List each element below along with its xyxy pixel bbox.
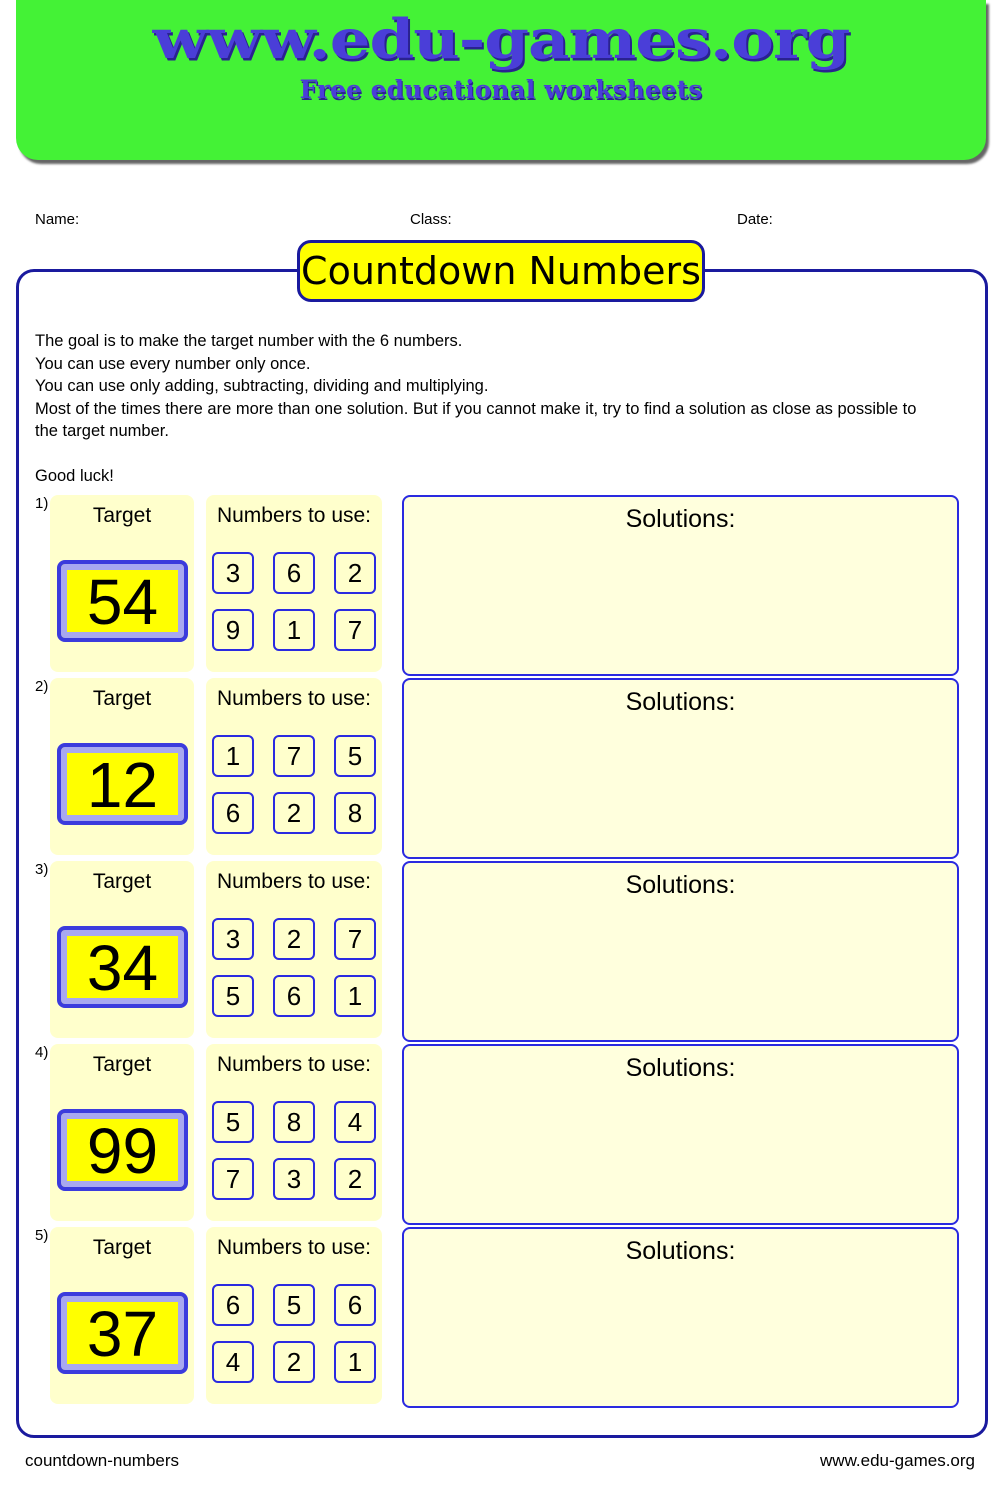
solutions-box[interactable]: [402, 861, 959, 1042]
instructions: [35, 330, 935, 488]
number-tile: 6: [273, 552, 315, 594]
puzzle-row: [0, 1044, 1000, 1224]
instruction-line: You can use every number only once.: [35, 354, 311, 373]
target-panel: [50, 1227, 194, 1404]
target-label: Target: [92, 504, 152, 527]
numbers-label: Numbers to use:: [216, 687, 372, 710]
number-tile: 2: [273, 792, 315, 834]
number-tile: 6: [273, 975, 315, 1017]
number-tile: 5: [334, 735, 376, 777]
number-tile: 5: [212, 975, 254, 1017]
target-panel: [50, 495, 194, 672]
number-tile: 4: [212, 1341, 254, 1383]
solutions-label: Solutions:: [625, 505, 736, 533]
target-panel: [50, 861, 194, 1038]
number-tile: 6: [334, 1284, 376, 1326]
number-tile: 2: [273, 1341, 315, 1383]
numbers-label: Numbers to use:: [216, 1053, 372, 1076]
solutions-label: Solutions:: [625, 871, 736, 899]
number-tile: 1: [334, 1341, 376, 1383]
number-tile: 3: [273, 1158, 315, 1200]
numbers-label: Numbers to use:: [216, 870, 372, 893]
solutions-box[interactable]: [402, 678, 959, 859]
number-tile: 8: [273, 1101, 315, 1143]
number-tile: 1: [334, 975, 376, 1017]
puzzle-row: [0, 1227, 1000, 1407]
header-banner: [16, 0, 986, 160]
target-number: 34: [57, 926, 188, 1008]
numbers-panel: [206, 678, 382, 855]
footer-right: www.edu-games.org: [820, 1451, 975, 1470]
number-tile: 2: [273, 918, 315, 960]
instruction-line: Most of the times there are more than one solution. But if you cannot make it, try to find a solution as close as possible to the target number.: [35, 399, 917, 440]
number-tile: 1: [212, 735, 254, 777]
number-tile: 7: [273, 735, 315, 777]
puzzle-index: 2): [35, 678, 49, 695]
number-tile: 6: [212, 792, 254, 834]
numbers-panel: [206, 1044, 382, 1221]
number-tile: 4: [334, 1101, 376, 1143]
number-tile: 3: [212, 552, 254, 594]
numbers-panel: [206, 861, 382, 1038]
puzzle-index: 3): [35, 861, 49, 878]
number-tile: 9: [212, 609, 254, 651]
number-tile: 7: [334, 918, 376, 960]
solutions-label: Solutions:: [625, 688, 736, 716]
target-number: 54: [57, 560, 188, 642]
solutions-box[interactable]: [402, 1227, 959, 1408]
date-label: Date:: [737, 211, 773, 228]
instruction-line: You can use only adding, subtracting, dividing and multiplying.: [35, 377, 489, 395]
number-tile: 7: [212, 1158, 254, 1200]
puzzle-index: 5): [35, 1227, 49, 1244]
puzzle-row: [0, 495, 1000, 675]
class-label: Class:: [410, 211, 452, 228]
solutions-box[interactable]: [402, 495, 959, 676]
target-panel: [50, 1044, 194, 1221]
number-tile: 5: [273, 1284, 315, 1326]
target-label: Target: [92, 687, 152, 710]
site-logo: www.edu-games.org: [152, 7, 850, 72]
number-tile: 2: [334, 552, 376, 594]
solutions-label: Solutions:: [625, 1237, 736, 1265]
solutions-box[interactable]: [402, 1044, 959, 1225]
puzzle-row: [0, 861, 1000, 1041]
number-tile: 2: [334, 1158, 376, 1200]
footer-left: countdown-numbers: [25, 1451, 180, 1470]
number-tile: 5: [212, 1101, 254, 1143]
target-label: Target: [92, 1053, 152, 1076]
number-tile: 8: [334, 792, 376, 834]
good-luck: Good luck!: [35, 467, 114, 485]
target-label: Target: [92, 1236, 152, 1259]
number-tile: 6: [212, 1284, 254, 1326]
numbers-panel: [206, 495, 382, 672]
puzzle-row: [0, 678, 1000, 858]
name-label: Name:: [35, 211, 80, 228]
number-tile: 1: [273, 609, 315, 651]
instruction-line: The goal is to make the target number with the 6 numbers.: [35, 332, 463, 350]
number-tile: 3: [212, 918, 254, 960]
target-label: Target: [92, 870, 152, 893]
number-tile: 7: [334, 609, 376, 651]
page-title: Countdown Numbers: [297, 240, 705, 302]
numbers-panel: [206, 1227, 382, 1404]
numbers-label: Numbers to use:: [216, 504, 372, 527]
site-subtitle: Free educational worksheets: [299, 75, 703, 104]
puzzle-index: 1): [35, 495, 49, 512]
puzzle-index: 4): [35, 1044, 49, 1061]
target-number: 37: [57, 1292, 188, 1374]
target-panel: [50, 678, 194, 855]
solutions-label: Solutions:: [625, 1054, 736, 1082]
target-number: 12: [57, 743, 188, 825]
target-number: 99: [57, 1109, 188, 1191]
numbers-label: Numbers to use:: [216, 1236, 372, 1259]
